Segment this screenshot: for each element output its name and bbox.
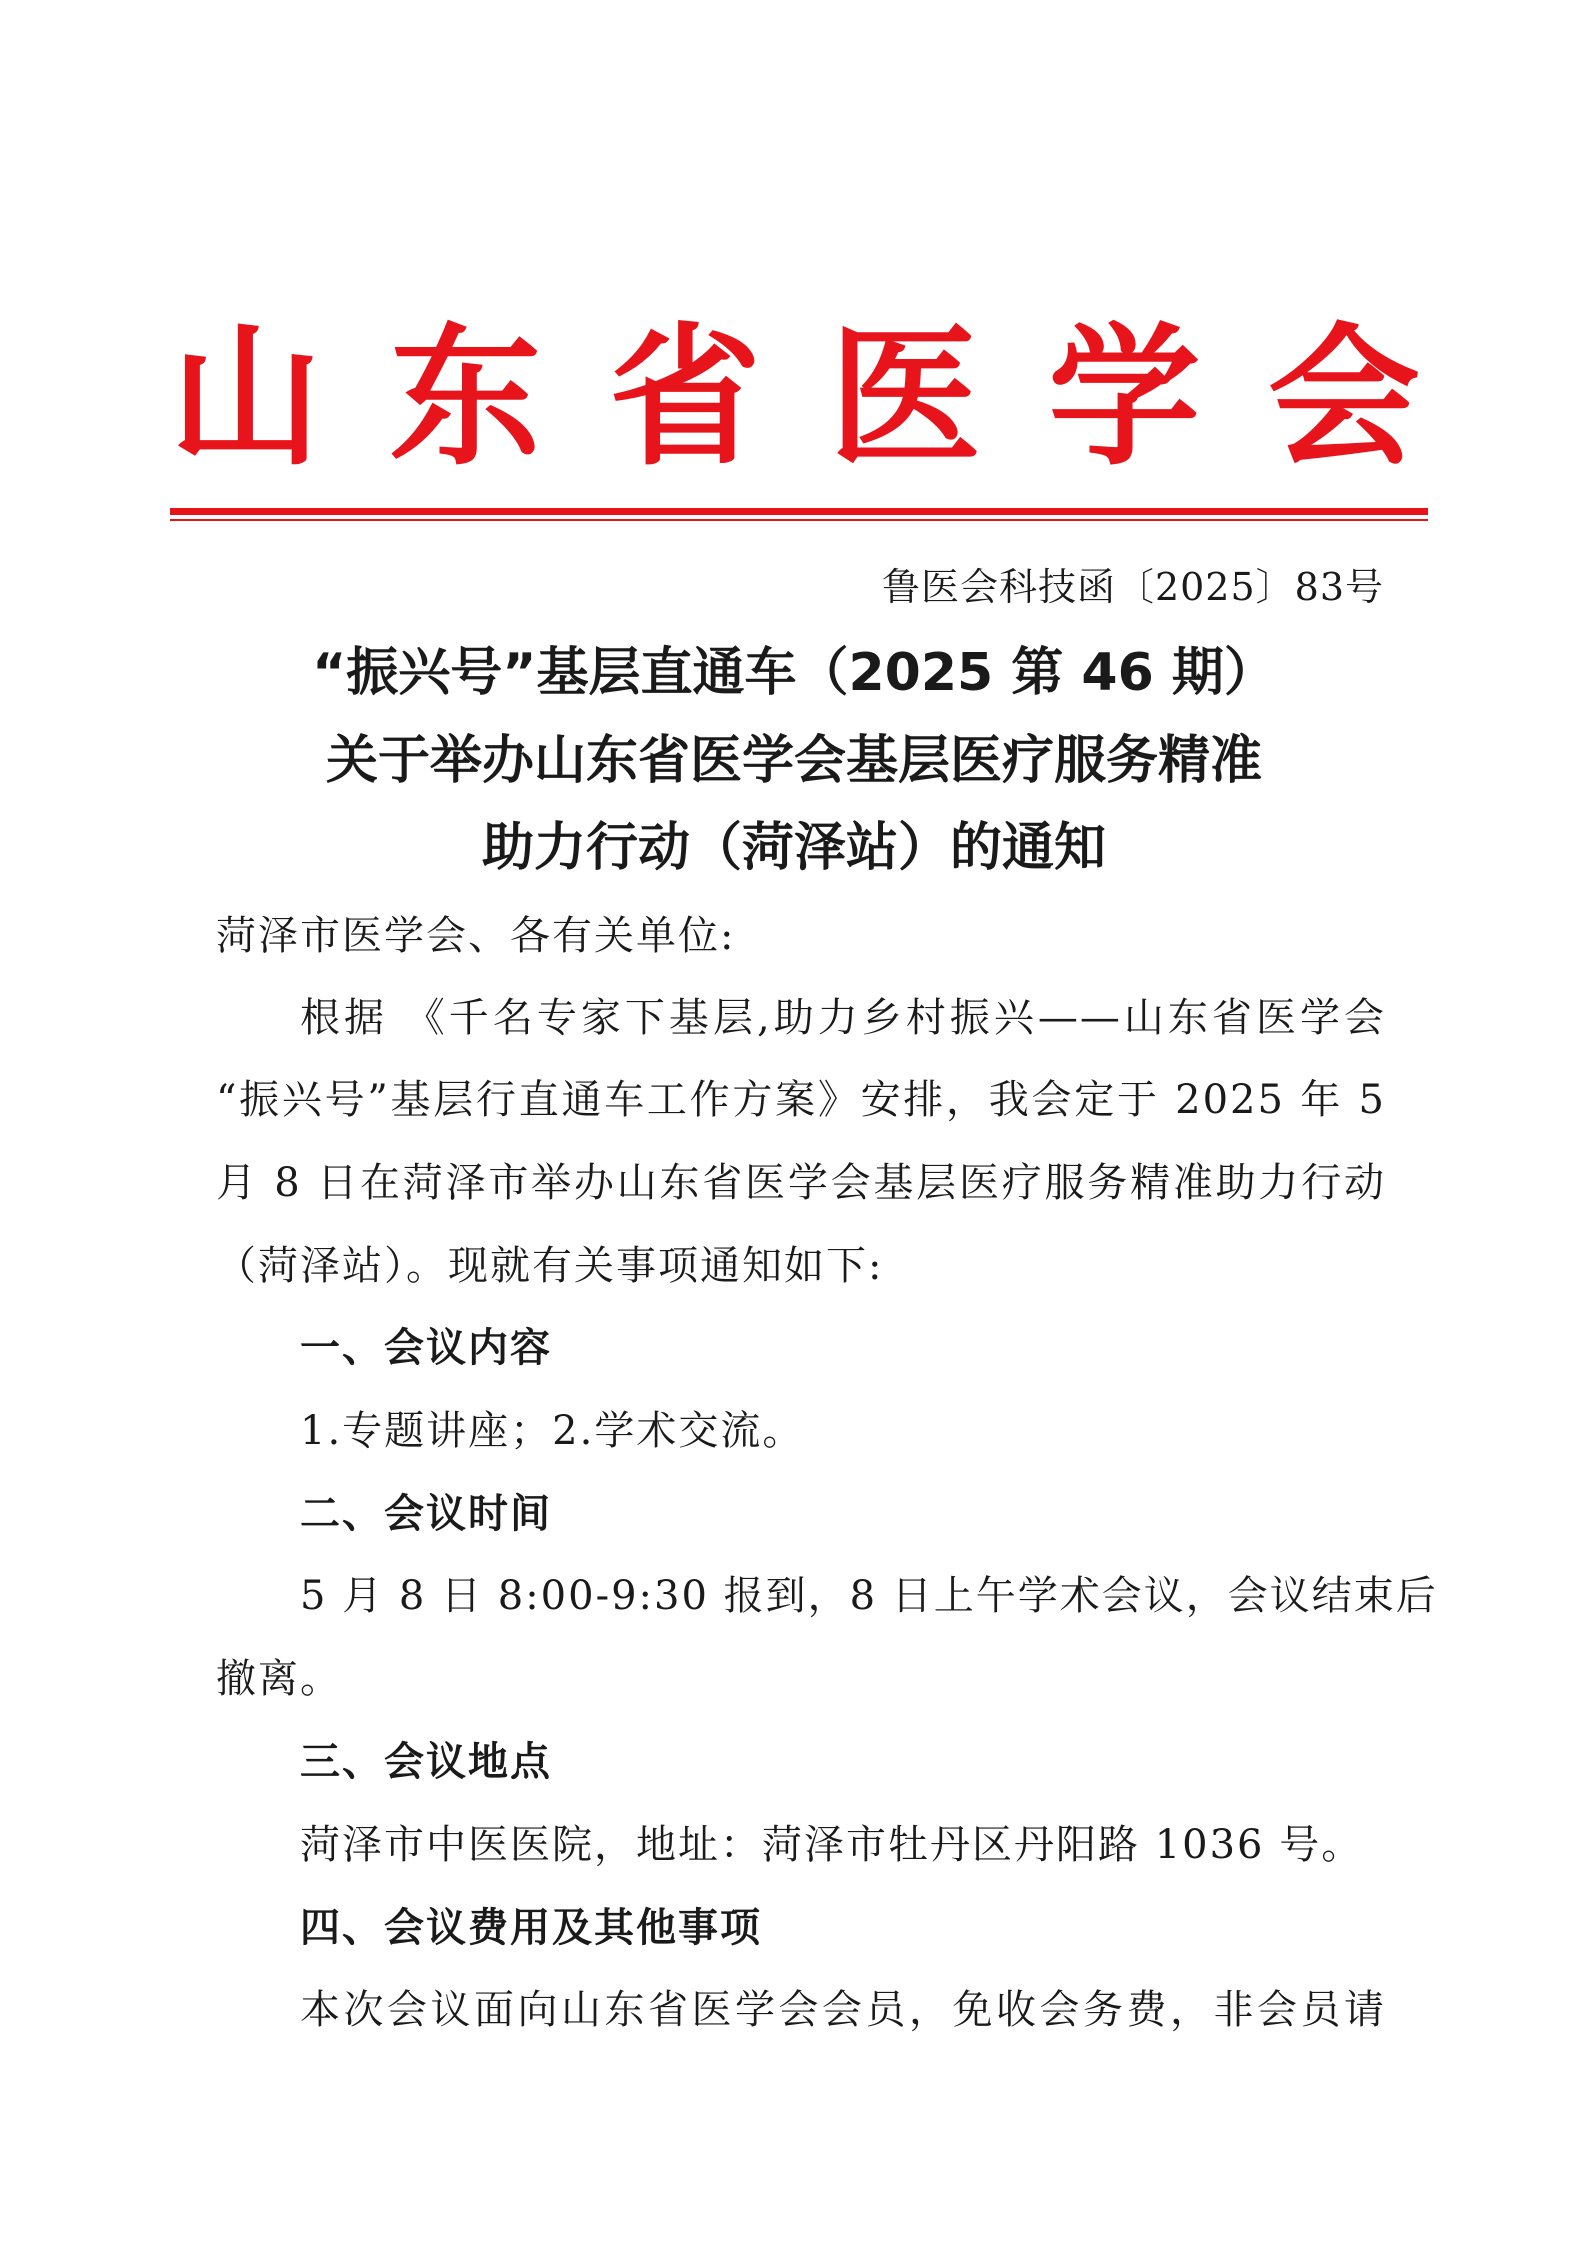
section-venue-line: 菏泽市中医医院，地址：菏泽市牡丹区丹阳路 1036 号。 — [300, 1822, 1364, 1868]
letterhead-char: 会 — [1267, 309, 1420, 486]
title-line-3: 助力行动（菏泽站）的通知 — [481, 818, 1106, 878]
section-heading-content: 一、会议内容 — [300, 1325, 552, 1371]
section-time-line-1: 5 月 8 日 8:00-9:30 报到，8 日上午学术会议，会议结束后 — [300, 1573, 1438, 1619]
letterhead-divider-thin — [170, 519, 1428, 521]
intro-line-2: “振兴号”基层行直通车工作方案》安排，我会定于 2025 年 5 — [216, 1077, 1386, 1123]
section-content-line: 1.专题讲座；2.学术交流。 — [300, 1408, 805, 1454]
intro-line-4: （菏泽站）。现就有关事项通知如下: — [216, 1243, 884, 1289]
letterhead-char: 山 — [170, 309, 322, 486]
intro-line-3: 月 8 日在菏泽市举办山东省医学会基层医疗服务精准助力行动 — [216, 1160, 1386, 1206]
title-line-2: 关于举办山东省医学会基层医疗服务精准 — [325, 731, 1262, 791]
letterhead-char: 医 — [828, 309, 981, 486]
section-time-line-2: 撤离。 — [216, 1656, 342, 1702]
section-fees-line: 本次会议面向山东省医学会会员，免收会务费，非会员请 — [300, 1987, 1386, 2033]
letterhead-divider-thick — [170, 508, 1428, 515]
intro-line-1: 根据 《千名专家下基层,助力乡村振兴——山东省医学会 — [300, 995, 1386, 1041]
section-heading-time: 二、会议时间 — [300, 1491, 552, 1537]
section-heading-fees: 四、会议费用及其他事项 — [300, 1905, 762, 1951]
document-number: 鲁医会科技函〔2025〕83号 — [881, 565, 1384, 609]
title-line-1: “振兴号”基层直通车（2025 第 46 期） — [312, 643, 1276, 703]
section-heading-venue: 三、会议地点 — [300, 1739, 552, 1785]
letterhead-org-name — [170, 309, 1420, 486]
letterhead-char: 省 — [609, 309, 762, 486]
letterhead-char: 东 — [389, 309, 542, 486]
letterhead-char: 学 — [1048, 309, 1201, 486]
salutation: 菏泽市医学会、各有关单位: — [216, 913, 736, 959]
